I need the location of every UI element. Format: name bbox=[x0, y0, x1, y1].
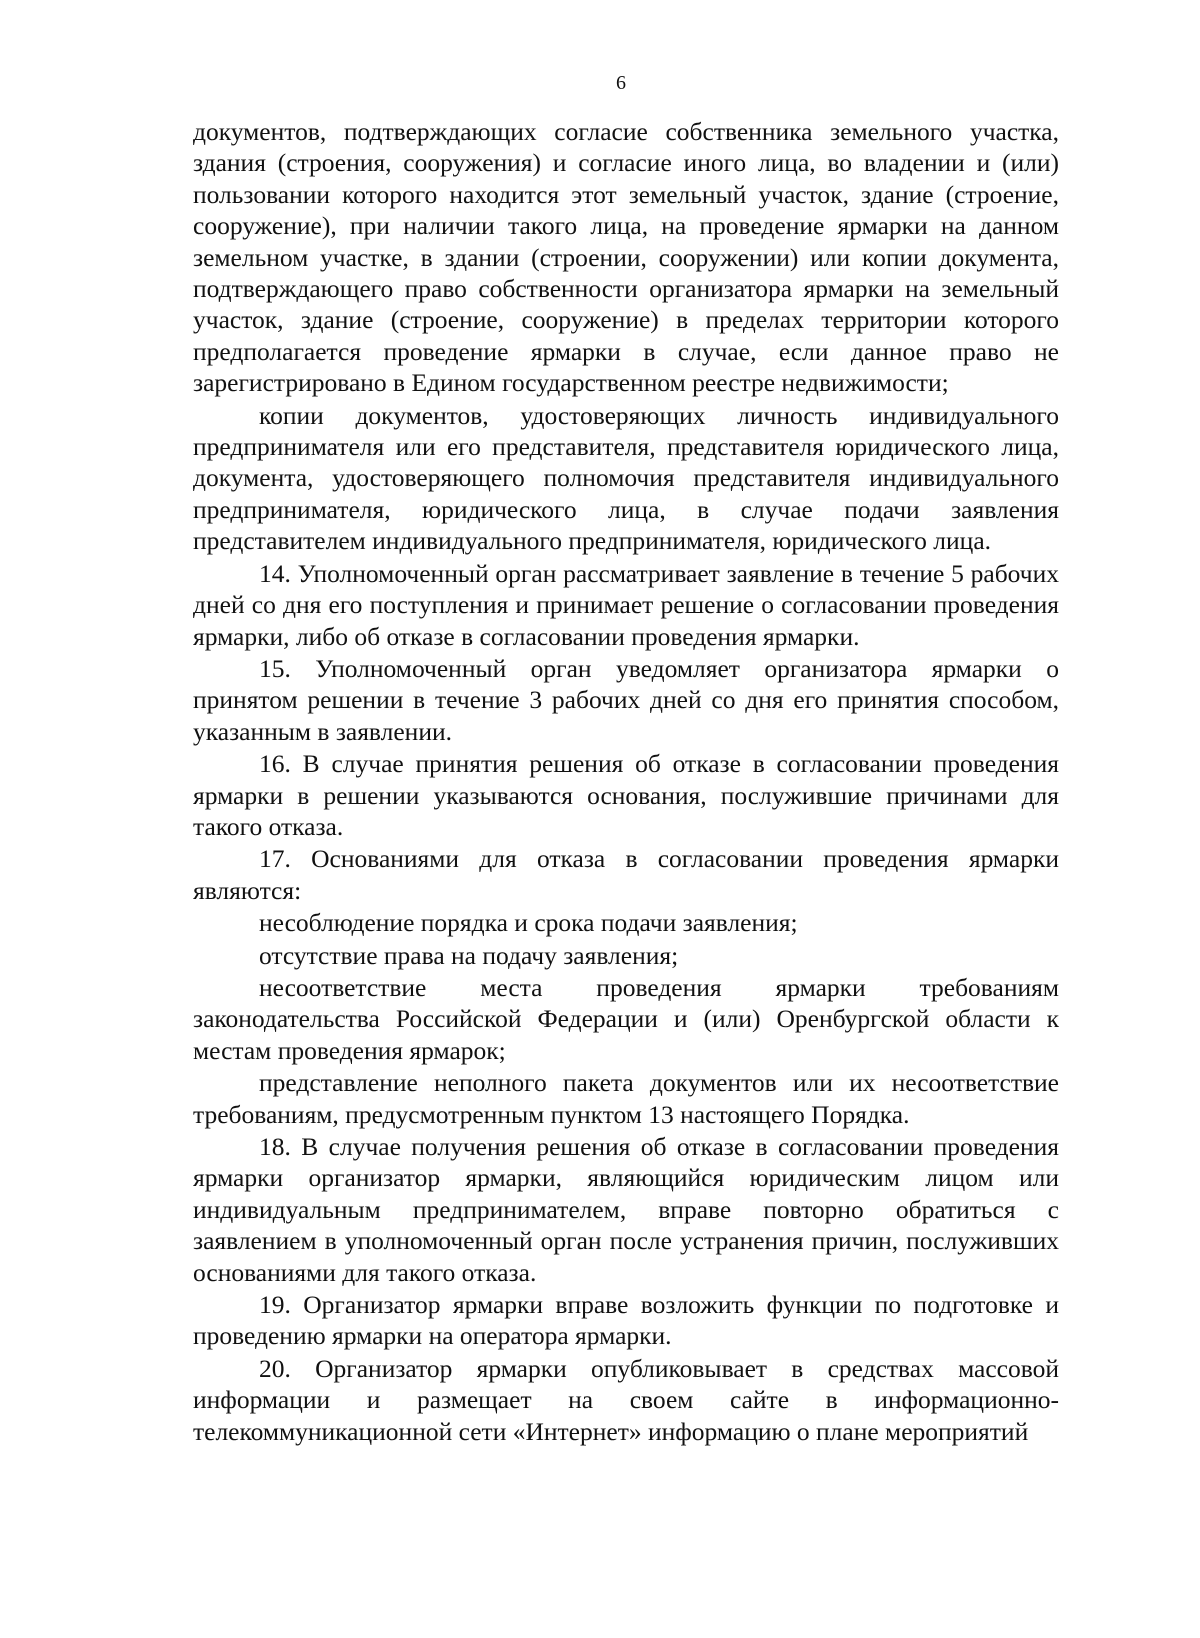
paragraph-ground-4: представление неполного пакета документов или их несоответствие требованиям, предусмотренным пунктом 13 настоящего Порядка. bbox=[193, 1068, 1059, 1129]
paragraph-identity-copies: копии документов, удостоверяющих личность индивидуального предпринимателя или его представителя, представителя юридического лица, документа, удостоверяющего полномочия представителя индивидуального предпринимателя, юридического лица, в случае подачи заявления представителем индивидуального предпринимателя, юридического лица. bbox=[193, 400, 1059, 556]
paragraph-item-16: 16. В случае принятия решения об отказе в согласовании проведения ярмарки в решении указываются основания, послужившие причинами для такого отказа. bbox=[193, 749, 1059, 841]
paragraph-item-15: 15. Уполномоченный орган уведомляет организатора ярмарки о принятом решении в течение 3 рабочих дней со дня его принятия способом, указанным в заявлении. bbox=[193, 653, 1059, 746]
paragraph-item-19: 19. Организатор ярмарки вправе возложить функции по подготовке и проведению ярмарки на оператора ярмарки. bbox=[193, 1290, 1059, 1351]
page-number: 6 bbox=[616, 72, 626, 94]
paragraph-item-18: 18. В случае получения решения об отказе в согласовании проведения ярмарки организатор ярмарки, являющийся юридическим лицом или индивидуальным предпринимателем, вправе повторно обратиться с заявлением в уполномоченный орган после устранения причин, послуживших основаниями для такого отказа. bbox=[193, 1132, 1059, 1287]
paragraph-ground-3: несоответствие места проведения ярмарки требованиям законодательства Российской Федерации и (или) Оренбургской области к местам проведения ярмарок; bbox=[193, 972, 1059, 1065]
paragraph-item-20: 20. Организатор ярмарки опубликовывает в средствах массовой информации и размещает на своем сайте в информационно-телекоммуникационной сети «Интернет» информацию о плане мероприятий bbox=[193, 1353, 1059, 1446]
paragraph-ground-2: отсутствие права на подачу заявления; bbox=[259, 940, 679, 970]
paragraph-item-14: 14. Уполномоченный орган рассматривает заявление в течение 5 рабочих дней со дня его поступления и принимает решение о согласовании проведения ярмарки, либо об отказе в согласовании проведения ярмарки. bbox=[193, 558, 1059, 651]
paragraph-documents-consent: документов, подтверждающих согласие собственника земельного участка, здания (строения, сооружения) и согласие иного лица, во владении и (или) пользовании которого находится этот земельный участок, здание (строение, сооружение), при наличии такого лица, на проведение ярмарки на данном земельном участке, в здании (строении, сооружении) или копии документа, подтверждающего право собственности организатора ярмарки на земельный участок, здание (строение, сооружение) в пределах территории которого предполагается проведение ярмарки в случае, если данное право не зарегистрировано в Едином государственном реестре недвижимости; bbox=[193, 117, 1059, 398]
document-body bbox=[193, 116, 1059, 1447]
paragraph-item-17: 17. Основаниями для отказа в согласовании проведения ярмарки являются: bbox=[193, 844, 1059, 905]
paragraph-ground-1: несоблюдение порядка и срока подачи заявления; bbox=[259, 908, 798, 938]
